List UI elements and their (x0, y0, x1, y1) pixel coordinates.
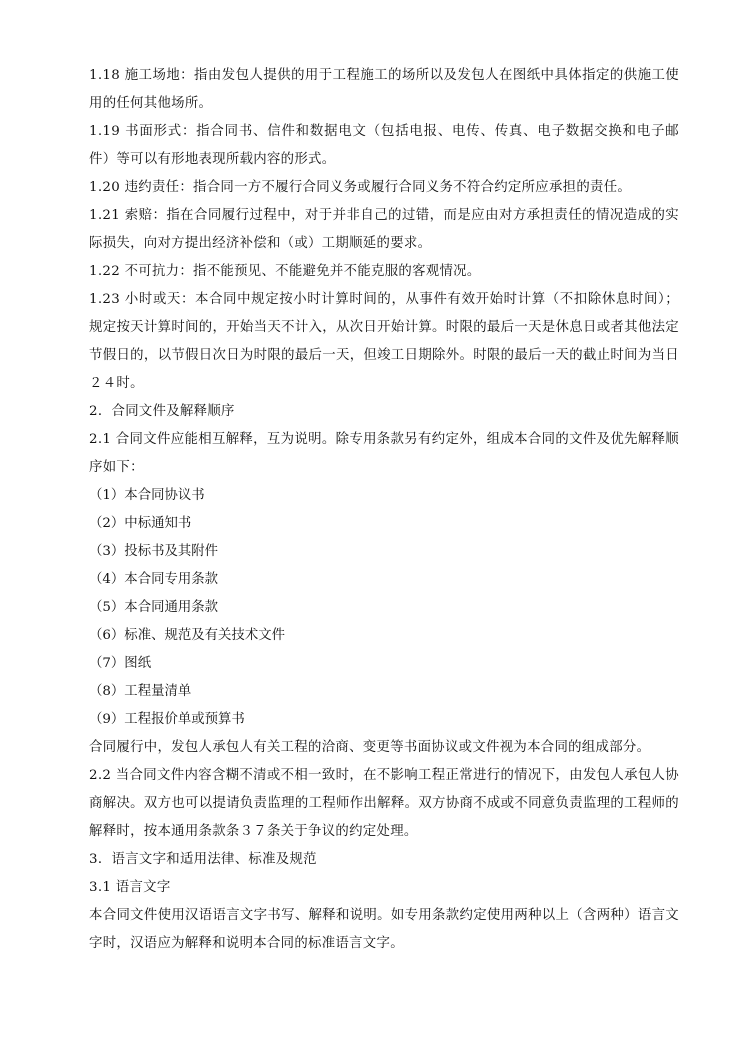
clause-1-19: 1.19 书面形式：指合同书、信件和数据电文（包括电报、电传、传真、电子数据交换和电子邮件）等可以有形地表现所载内容的形式。 (89, 124, 679, 167)
clause-2-1-note: 合同履行中，发包人承包人有关工程的洽商、变更等书面协议或文件视为本合同的组成部分。 (89, 740, 651, 755)
list-item: （5）本合同通用条款 (89, 600, 219, 615)
list-item: （1）本合同协议书 (89, 488, 205, 503)
list-item: （7）图纸 (89, 656, 152, 671)
section-3-heading: 3．语言文字和适用法律、标准及规范 (89, 852, 317, 867)
document-page (89, 62, 679, 958)
list-item: （9）工程报价单或预算书 (89, 712, 245, 727)
clause-3-1-body: 本合同文件使用汉语语言文字书写、解释和说明。如专用条款约定使用两种以上（含两种）语言文字时，汉语应为解释和说明本合同的标准语言文字。 (89, 908, 679, 951)
clause-1-20: 1.20 违约责任：指合同一方不履行合同义务或履行合同义务不符合约定所应承担的责任。 (89, 180, 632, 195)
list-item: （3）投标书及其附件 (89, 544, 219, 559)
clause-3-1-heading: 3.1 语言文字 (89, 880, 171, 895)
clause-1-21: 1.21 索赔：指在合同履行过程中，对于并非自己的过错，而是应由对方承担责任的情况造成的实际损失，向对方提出经济补偿和（或）工期顺延的要求。 (89, 208, 679, 251)
clause-2-2: 2.2 当合同文件内容含糊不清或不相一致时，在不影响工程正常进行的情况下，由发包人承包人协商解决。双方也可以提请负责监理的工程师作出解释。双方协商不成或不同意负责监理的工程师的解释时，按本通用条款条３７条关于争议的约定处理。 (89, 768, 679, 839)
list-item: （8）工程量清单 (89, 684, 192, 699)
section-2-heading: 2．合同文件及解释顺序 (89, 404, 235, 419)
clause-1-18: 1.18 施工场地：指由发包人提供的用于工程施工的场所以及发包人在图纸中具体指定的供施工使用的任何其他场所。 (89, 68, 679, 111)
list-item: （2）中标通知书 (89, 516, 192, 531)
clause-1-22: 1.22 不可抗力：指不能预见、不能避免并不能克服的客观情况。 (89, 264, 481, 279)
clause-2-1: 2.1 合同文件应能相互解释，互为说明。除专用条款另有约定外，组成本合同的文件及优先解释顺序如下： (89, 432, 679, 475)
list-item: （6）标准、规范及有关技术文件 (89, 628, 285, 643)
clause-1-23: 1.23 小时或天：本合同中规定按小时计算时间的，从事件有效开始时计算（不扣除休息时间）；规定按天计算时间的，开始当天不计入，从次日开始计算。时限的最后一天是休息日或者其他法定节假日的，以节假日次日为时限的最后一天，但竣工日期除外。时限的最后一天的截止时间为当日２４时。 (89, 292, 679, 391)
list-item: （4）本合同专用条款 (89, 572, 219, 587)
